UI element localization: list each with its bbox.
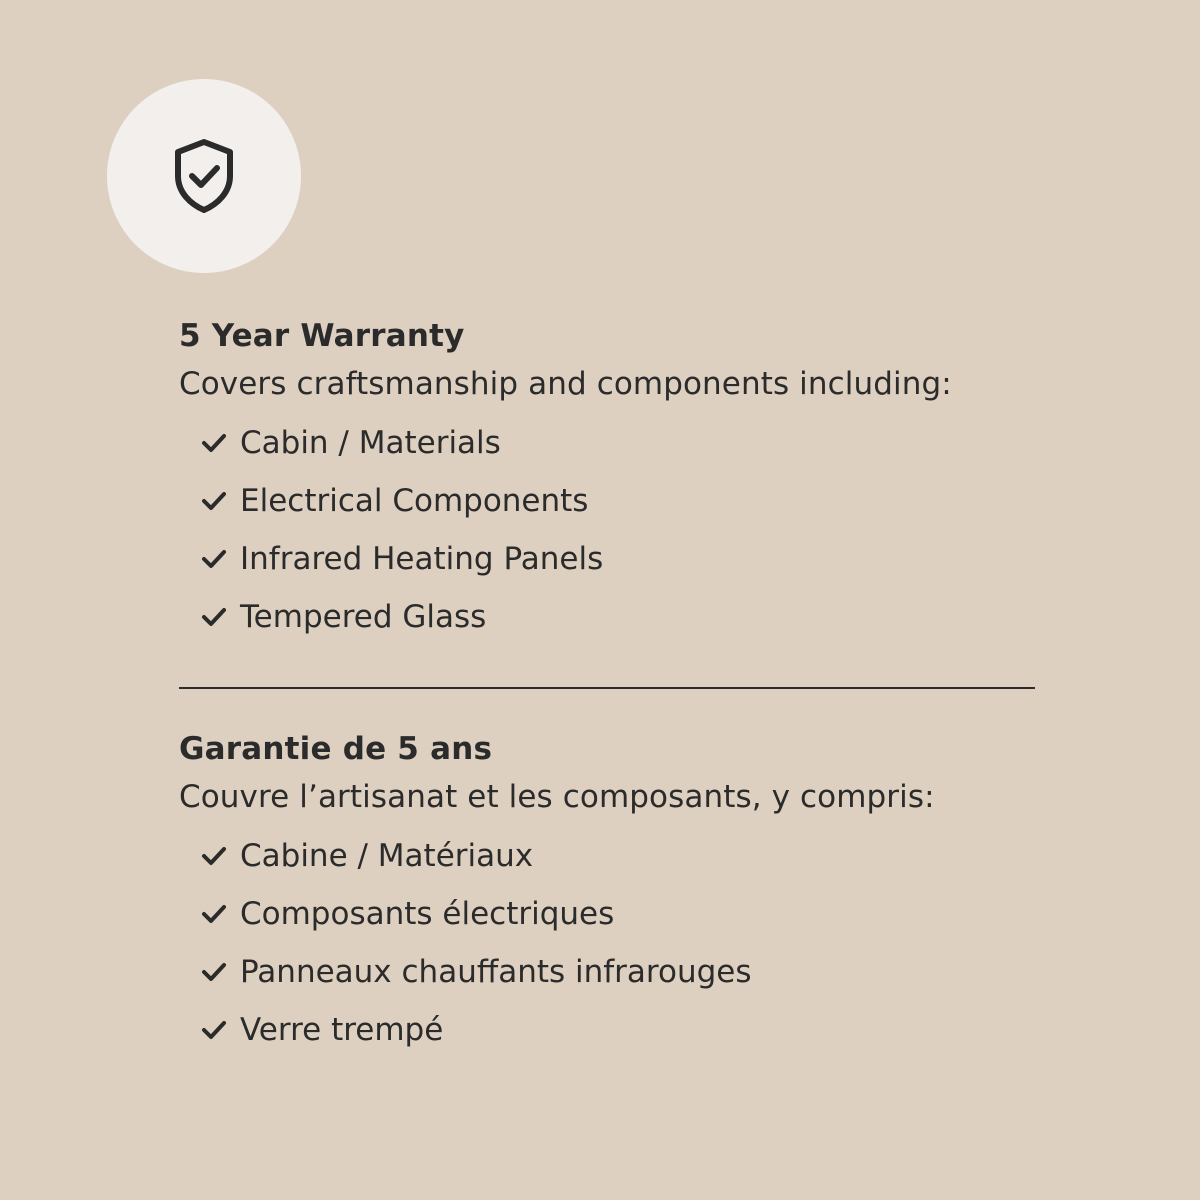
checkmark-icon [201,490,227,512]
list-item-label: Panneaux chauffants infrarouges [240,954,752,990]
list-item-label: Verre trempé [240,1012,444,1048]
list-item-label: Infrared Heating Panels [240,541,604,577]
list-item-label: Cabin / Materials [240,425,501,461]
list-item-label: Composants électriques [240,896,615,932]
list-item [179,414,1059,472]
checkmark-icon [201,845,227,867]
checkmark-icon [201,1019,227,1041]
section-divider [179,687,1035,689]
list-item [179,588,1059,646]
french-subtitle: Couvre l’artisanat et les composants, y compris: [179,779,935,815]
list-item-label: Electrical Components [240,483,589,519]
english-title: 5 Year Warranty [179,318,465,354]
list-item [179,530,1059,588]
english-subtitle: Covers craftsmanship and components including: [179,366,952,402]
checkmark-icon [201,432,227,454]
list-item-label: Tempered Glass [240,599,487,635]
checkmark-icon [201,606,227,628]
english-item-list [179,414,1059,646]
list-item [179,885,1059,943]
french-title: Garantie de 5 ans [179,731,493,767]
checkmark-icon [201,903,227,925]
list-item-label: Cabine / Matériaux [240,838,534,874]
list-item [179,472,1059,530]
english-warranty-section [179,316,1059,646]
checkmark-icon [201,548,227,570]
french-warranty-section [179,729,1059,1059]
warranty-badge [107,79,301,273]
list-item [179,827,1059,885]
list-item [179,943,1059,1001]
shield-check-icon [172,138,236,214]
french-item-list [179,827,1059,1059]
checkmark-icon [201,961,227,983]
list-item [179,1001,1059,1059]
